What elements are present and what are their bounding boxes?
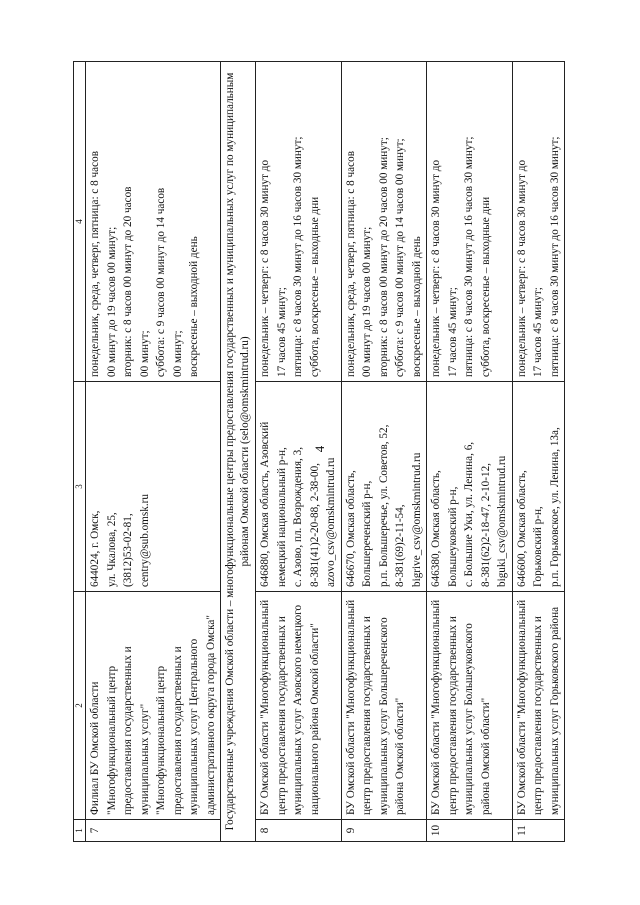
cell-name (341, 592, 427, 820)
mfc-table (73, 61, 565, 842)
name-line: муниципальных услуг" (138, 703, 151, 815)
name-line: национального района Омской области" (308, 623, 321, 815)
name-line: района Омской области" (479, 697, 492, 815)
address-line: с. Азово, пл. Возрождения, 3, (292, 446, 304, 587)
hours-line: понедельник – четверг: с 8 часов 30 минут до (515, 159, 528, 377)
address-line: р.п. Горьковское, ул. Ленина, 13а, (548, 427, 561, 587)
name-line: центр предоставления государственных и (532, 616, 544, 815)
name-line: муниципальных услуг Большереченского (377, 617, 390, 815)
hours-line: понедельник, среда, четверг, пятница: с 8 часов (344, 151, 357, 377)
hours-line: пятница: с 8 часов 30 минут до 16 часов 30 минут; (292, 136, 304, 377)
hours-line: 00 минут до 19 часов 00 минут; (105, 226, 118, 377)
cell-address (512, 382, 565, 592)
name-line: БУ Омской области "Многофункциональный (259, 599, 271, 815)
cell-address (427, 382, 513, 592)
cell-hours (512, 62, 565, 382)
address-line: bigrive_csv@omskmintrud.ru (410, 452, 423, 587)
row-number: 11 (512, 820, 565, 842)
cell-name (256, 592, 342, 820)
rotated-page (73, 62, 578, 842)
hours-line: понедельник – четверг: с 8 часов 30 минут до (430, 159, 442, 377)
hours-line: суббота, воскресенье – выходные дни (308, 196, 321, 377)
hours-line: понедельник, среда, четверг, пятница: с 8 часов (89, 151, 101, 377)
table-row (86, 62, 221, 842)
hours-line: суббота, воскресенье – выходные дни (479, 196, 492, 377)
cell-address (341, 382, 427, 592)
name-line: муниципальных услуг Азовского немецкого (292, 604, 304, 815)
cell-hours (256, 62, 342, 382)
hours-line: 00 минут до 19 часов 00 минут; (361, 226, 373, 377)
header-col-2: 2 (74, 592, 86, 820)
table-row (512, 62, 565, 842)
cell-hours (427, 62, 513, 382)
hours-line: 00 минут; (138, 330, 151, 377)
cell-hours (86, 62, 221, 382)
address-line: 646600, Омская область, (515, 470, 528, 587)
hours-line: суббота: с 9 часов 00 минут до 14 часов 00 минут; (394, 138, 406, 377)
name-line: предоставления государственных и (171, 646, 184, 815)
section-heading: Государственные учреждения Омской области – многофункциональные центры предоставления государственных и муниципальных услуг по муниципальным районам Омской области (selo@omskmintrud.ru) (221, 62, 256, 842)
table-row (427, 62, 513, 842)
name-line: "Многофункциональный центр (155, 665, 167, 815)
address-line: 8-381(41)2-20-88, 2-38-00, (308, 463, 321, 587)
address-line: с. Большие Уки, ул. Ленина, 6, (463, 441, 475, 587)
row-number: 7 (86, 820, 221, 842)
address-line: centry@sub.omsk.ru (138, 494, 151, 587)
address-line: biguki_csv@omskmintrud.ru (496, 455, 508, 587)
table-body (86, 62, 565, 842)
page-number: 4 (312, 445, 327, 453)
row-number: 10 (427, 820, 513, 842)
address-line: 646670, Омская область, (344, 470, 357, 587)
name-line: БУ Омской области "Многофункциональный (344, 599, 357, 815)
name-line: муниципальных услуг Центрального (188, 638, 200, 815)
cell-hours (341, 62, 427, 382)
name-line: Филиал БУ Омской области (89, 681, 101, 815)
table-row (256, 62, 342, 842)
name-line: административного округа города Омска" (204, 615, 217, 815)
address-line: Горьковский р-н, (532, 506, 544, 587)
section-row (221, 62, 256, 842)
name-line: муниципальных услуг Большеуковского (463, 623, 475, 815)
address-line: немецкий национальный р-н, (275, 447, 288, 587)
hours-line: воскресенье – выходной день (410, 236, 423, 377)
address-line: (3812)53-02-81, (122, 513, 134, 587)
cell-name (427, 592, 513, 820)
cell-address (256, 382, 342, 592)
row-number: 9 (341, 820, 427, 842)
address-line: 8-381(69)2-11-54, (394, 504, 406, 587)
hours-line: 00 минут; (171, 330, 184, 377)
header-row (74, 62, 86, 842)
name-line: центр предоставления государственных и (446, 616, 459, 815)
address-line: 644024, г. Омск, (89, 510, 101, 587)
address-line: 646380, Омская область, (430, 470, 442, 587)
header-col-3: 3 (74, 382, 86, 592)
row-number: 8 (256, 820, 342, 842)
hours-line: воскресенье – выходной день (188, 236, 200, 377)
hours-line: 17 часов 45 минут; (275, 287, 288, 377)
address-line: 646880, Омская область, Азовский (259, 421, 271, 587)
name-line: БУ Омской области "Многофункциональный (430, 599, 442, 815)
name-line: БУ Омской области "Многофункциональный (515, 599, 528, 815)
header-col-1: 1 (74, 820, 86, 842)
cell-address (86, 382, 221, 592)
hours-line: пятница: с 8 часов 30 минут до 16 часов 30 минут; (463, 136, 475, 377)
address-line: р.п. Большеречье, ул. Советов, 52, (377, 424, 390, 587)
address-line: azovo_csv@omskmintrud.ru (325, 457, 337, 587)
address-line: Большереченский р-н, (361, 480, 373, 587)
header-col-4: 4 (74, 62, 86, 382)
hours-line: пятница: с 8 часов 30 минут до 16 часов 30 минут; (548, 136, 561, 377)
hours-line: понедельник – четверг: с 8 часов 30 минут до (259, 159, 271, 377)
cell-name (512, 592, 565, 820)
cell-name (86, 592, 221, 820)
name-line: района Омской области" (394, 697, 406, 815)
address-line: Большеуковский р-н, (446, 486, 459, 587)
address-line: 8-381(62)2-18-47, 2-10-12, (479, 463, 492, 587)
address-line: ул. Чкалова, 25, (105, 512, 118, 587)
hours-line: 17 часов 45 минут; (446, 287, 459, 377)
hours-line: вторник: с 8 часов 00 минут до 20 часов 00 минут; (377, 137, 390, 377)
hours-line: суббота: с 9 часов 00 минут до 14 часов (155, 187, 167, 377)
hours-line: 17 часов 45 минут; (532, 287, 544, 377)
name-line: центр предоставления государственных и (361, 616, 373, 815)
name-line: "Многофункциональный центр (105, 665, 118, 815)
name-line: предоставления государственных и (122, 646, 134, 815)
name-line: муниципальных услуг Горьковского района (548, 606, 561, 815)
hours-line: вторник: с 8 часов 00 минут до 20 часов (122, 186, 134, 377)
table-row (341, 62, 427, 842)
name-line: центр предоставления государственных и (275, 616, 288, 815)
